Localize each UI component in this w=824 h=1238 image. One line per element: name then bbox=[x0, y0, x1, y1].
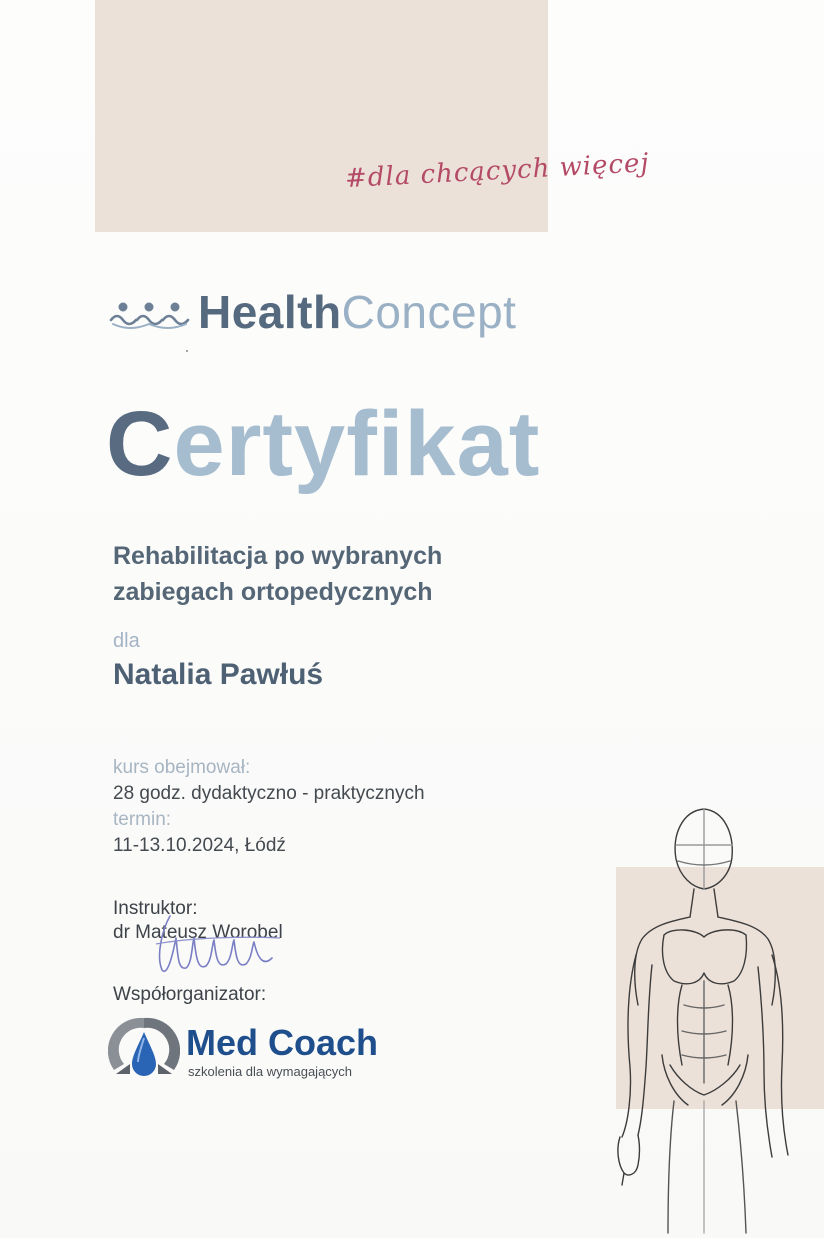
medcoach-logo-icon bbox=[108, 1014, 180, 1088]
instructor-name: dr Mateusz Worobel bbox=[113, 922, 283, 943]
healthconcept-wordmark bbox=[198, 285, 516, 339]
healthconcept-logo-icon bbox=[108, 292, 190, 332]
brand-part-concept: Concept bbox=[341, 286, 517, 338]
title-first-letter: C bbox=[106, 393, 174, 495]
paper-speck bbox=[186, 350, 188, 352]
course-info bbox=[113, 755, 425, 859]
date-value: 11-13.10.2024, Łódź bbox=[113, 835, 286, 856]
instructor-label: Instruktor: bbox=[113, 898, 198, 919]
medcoach-brand bbox=[108, 1014, 388, 1092]
course-scope-label: kurs obejmował: bbox=[113, 757, 251, 778]
course-title-line1: Rehabilitacja po wybranych bbox=[113, 542, 443, 570]
title-rest: ertyfikat bbox=[173, 393, 541, 495]
hashtag-script: #dla chcących więcej bbox=[344, 148, 651, 195]
certificate-title bbox=[106, 393, 541, 495]
course-title-line2: zabiegach ortopedycznych bbox=[113, 578, 433, 606]
course-title bbox=[113, 538, 583, 610]
medcoach-name: Med Coach bbox=[186, 1022, 379, 1063]
coorganizer-label: Współorganizator: bbox=[113, 984, 267, 1005]
medcoach-tagline: szkolenia dla wymagających bbox=[188, 1064, 353, 1079]
recipient-name: Natalia Pawłuś bbox=[113, 658, 324, 691]
anatomy-sketch-image bbox=[612, 805, 824, 1235]
for-label: dla bbox=[113, 630, 140, 652]
date-label: termin: bbox=[113, 809, 172, 830]
course-scope-value: 28 godz. dydaktyczno - praktycznych bbox=[113, 783, 425, 804]
signature-image bbox=[148, 908, 288, 980]
healthconcept-brand bbox=[108, 282, 516, 342]
brand-part-health: Health bbox=[198, 286, 342, 338]
